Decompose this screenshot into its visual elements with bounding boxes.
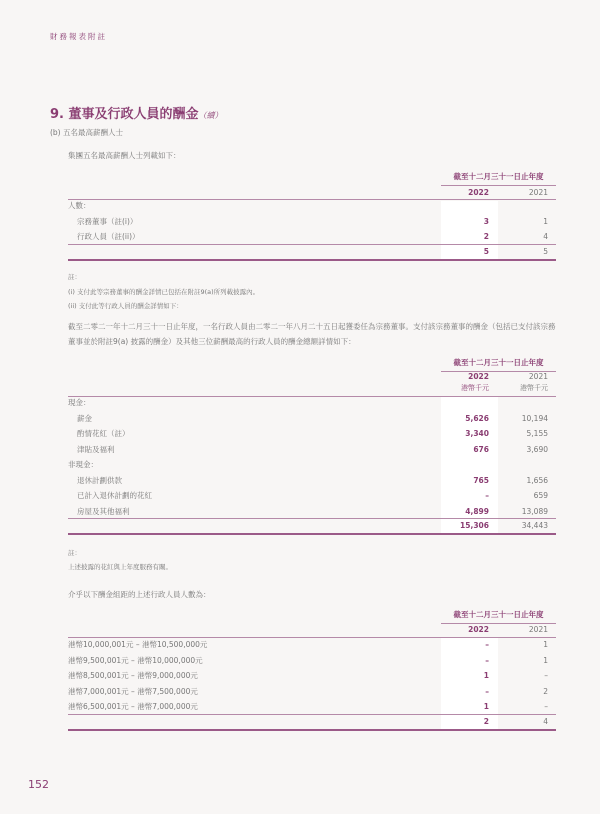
total-row	[68, 714, 556, 730]
total-row	[68, 518, 556, 534]
value-2022: 4,899	[465, 506, 489, 516]
row-label: 酌情花紅（註）	[77, 429, 130, 438]
value-2022: 3,340	[465, 429, 489, 438]
row-label: 港幣6,500,001元 – 港幣7,000,000元	[68, 702, 198, 711]
table-row	[68, 653, 556, 669]
total-2021: 5	[543, 247, 548, 256]
year-2021: 2021	[528, 625, 548, 634]
table-row	[68, 442, 556, 458]
value-2021: –	[544, 671, 548, 680]
value-2021: 10,194	[521, 413, 548, 423]
title-text: 9. 董事及行政人員的酬金	[50, 107, 199, 122]
notes-heading: 註：	[68, 549, 81, 557]
total-2021: 34,443	[521, 521, 548, 530]
value-2022: –	[485, 491, 489, 500]
table-row	[68, 426, 556, 442]
value-2022: 2	[483, 232, 489, 241]
value-2021: 2	[543, 686, 548, 696]
value-2022: 1	[483, 671, 489, 680]
page-number: 152	[28, 778, 49, 791]
period-label: 截至十二月三十一日止年度	[441, 609, 556, 624]
intro-text: 介乎以下酬金組距的上述行政人員人數為：	[68, 590, 211, 599]
value-2021: 4	[543, 232, 548, 241]
section-title	[50, 103, 223, 122]
row-label: 港幣9,500,001元 – 港幣10,000,000元	[68, 655, 203, 665]
running-header: 財務報表附註	[50, 32, 107, 41]
value-2022: 5,626	[465, 413, 489, 423]
total-2022: 15,306	[460, 521, 489, 530]
value-2022: –	[485, 640, 489, 649]
value-2021: 13,089	[521, 506, 548, 516]
note-item: (ii) 支付此等行政人員的酬金詳情如下：	[68, 302, 183, 310]
value-2022: 765	[473, 475, 489, 485]
currency-2021: 港幣千元	[520, 384, 548, 392]
table-row	[68, 504, 556, 520]
total-row	[68, 244, 556, 260]
group-label: 人數：	[68, 201, 91, 210]
total-2022: 5	[483, 247, 489, 256]
note-item: (i) 支付此等宗務董事的酬金詳情已包括在附註9(a)所列載披露內。	[68, 288, 260, 296]
currency-2022: 港幣千元	[461, 384, 489, 392]
group-label: 現金：	[68, 398, 91, 407]
value-2021: –	[544, 702, 548, 711]
row-label: 港幣8,500,001元 – 港幣9,000,000元	[68, 671, 198, 680]
table-row	[68, 411, 556, 427]
row-label: 行政人員（註(ii)）	[77, 232, 140, 241]
table-row	[68, 684, 556, 700]
row-label: 已計入退休計劃的花紅	[77, 491, 152, 500]
table-row	[68, 699, 556, 715]
total-2021: 4	[543, 717, 548, 726]
year-2022: 2022	[468, 372, 489, 381]
group-label: 非現金：	[68, 460, 98, 469]
note-item: 上述披露的花紅與上年度服務有關。	[68, 563, 172, 571]
table-row	[68, 488, 556, 504]
value-2022: –	[485, 686, 489, 696]
year-2021: 2021	[528, 372, 548, 381]
intro-text: 集團五名最高薪酬人士列載如下：	[68, 151, 181, 160]
subsection-heading: (b) 五名最高薪酬人士	[50, 128, 123, 137]
value-2022: 676	[473, 444, 489, 454]
total-2022: 2	[483, 717, 489, 726]
row-label: 港幣10,000,001元 – 港幣10,500,000元	[68, 640, 208, 649]
row-label: 津貼及福利	[77, 444, 115, 454]
value-2021: 5,155	[526, 429, 548, 438]
notes-heading: 註：	[68, 273, 81, 281]
row-label: 薪金	[77, 413, 92, 423]
row-label: 宗務董事（註(i)）	[77, 216, 138, 226]
value-2021: 1	[543, 640, 548, 649]
table-row	[68, 637, 556, 653]
period-label: 截至十二月三十一日止年度	[441, 357, 556, 372]
row-label: 退休計劃供款	[77, 475, 122, 485]
paragraph: 截至二零二一年十二月三十一日止年度，一名行政人員由二零二一年八月二十五日起獲委任為宗務董事。支付該宗務董事的酬金（包括已支付該宗務董事並於附註9(a) 披露的酬金）及其他三位薪酬最高的行政人員的酬金總額詳情如下：	[68, 322, 556, 346]
table-row	[68, 214, 556, 230]
row-label: 港幣7,000,001元 – 港幣7,500,000元	[68, 686, 198, 696]
year-2022: 2022	[468, 625, 489, 634]
value-2021: 1,656	[526, 475, 548, 485]
value-2022: 3	[483, 216, 489, 226]
value-2021: 659	[533, 491, 548, 500]
value-2021: 1	[543, 655, 548, 665]
period-label: 截至十二月三十一日止年度	[441, 171, 556, 186]
value-2021: 3,690	[526, 444, 548, 454]
year-2022: 2022	[468, 188, 489, 197]
value-2022: –	[485, 655, 489, 665]
table-row	[68, 668, 556, 684]
title-suffix: （續）	[198, 111, 223, 120]
row-label: 房屋及其他福利	[77, 506, 130, 516]
table-row	[68, 229, 556, 245]
year-2021: 2021	[528, 188, 548, 197]
value-2021: 1	[543, 216, 548, 226]
value-2022: 1	[483, 702, 489, 711]
table-row	[68, 473, 556, 489]
